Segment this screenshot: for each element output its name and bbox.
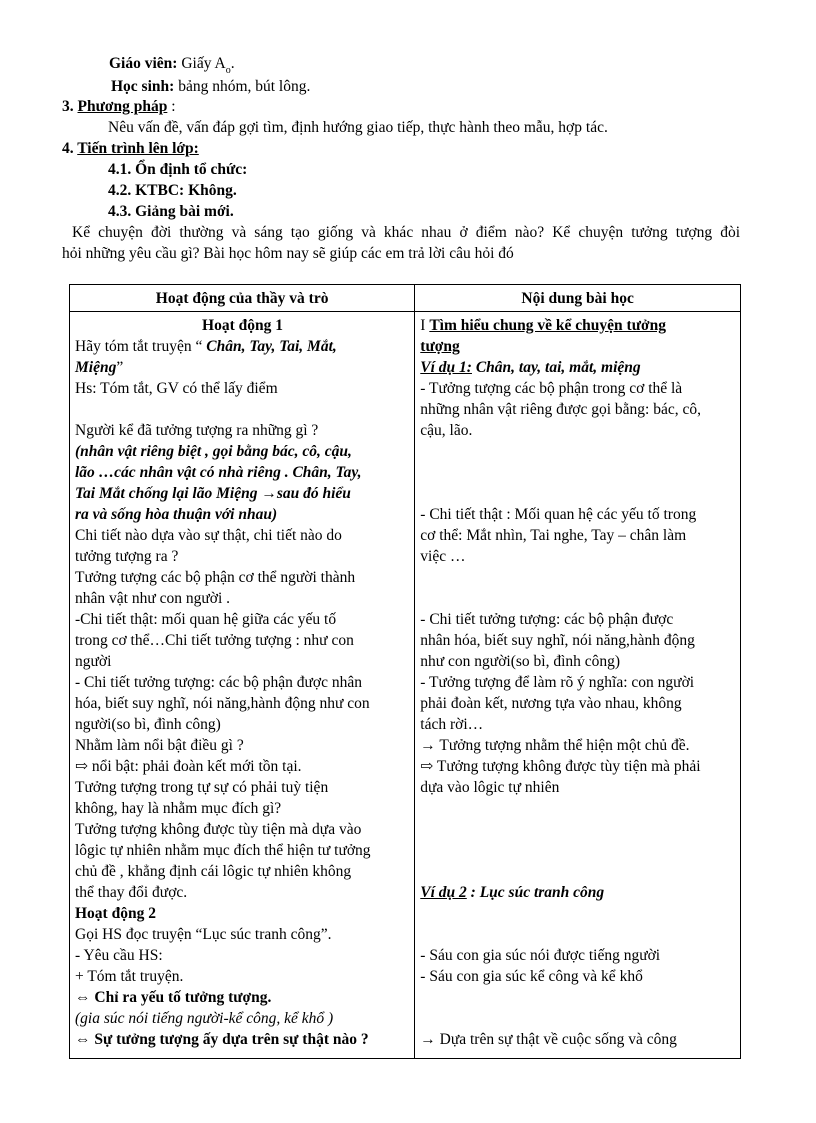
content-2-line-2: cơ thể: Mắt nhìn, Tai nghe, Tay – chân làm	[420, 527, 687, 544]
lesson-table	[69, 284, 741, 1059]
content-3-line-3: như con người(so bì, đình công)	[420, 653, 621, 670]
activity-column	[70, 312, 415, 1059]
answer-3-line-5: hóa, biết suy nghĩ, nói năng,hành động như con	[75, 695, 370, 712]
student-materials: Học sinh: bảng nhóm, bút lông.	[111, 78, 311, 95]
question-3-line-3: Tưởng tượng các bộ phận cơ thể người thành	[75, 569, 356, 586]
content-3-line-2: nhân hóa, biết suy nghĩ, nói năng,hành động	[420, 632, 695, 649]
question-2: Người kể đã tưởng tượng ra những gì ?	[75, 422, 319, 439]
section-4-2: 4.2. KTBC: Không.	[108, 182, 237, 199]
answer-5-line-3: chủ đề , khẳng định cái lôgic tự nhiên không	[75, 863, 352, 880]
header-lesson-content: Nội dung bài học	[415, 285, 741, 312]
content-4-line-1: - Tưởng tượng để làm rõ ý nghĩa: con người	[420, 674, 695, 691]
answer-4: ⇨ nổi bật: phải đoàn kết mới tồn tại.	[75, 758, 302, 775]
question-5-line-2: không, hay là nhằm mục đích gì?	[75, 800, 282, 817]
content-3-line-1: - Chi tiết tưởng tượng: các bộ phận được	[420, 611, 674, 628]
activity-1-student-note: Hs: Tóm tắt, GV có thể lấy điểm	[75, 380, 278, 397]
section-4-3: 4.3. Giảng bài mới.	[108, 203, 234, 220]
content-7-line-2: - Sáu con gia súc kể công và kể khổ	[420, 968, 643, 985]
answer-2-line-3: Tai Mắt chống lại lão Miệng →sau đó hiểu	[75, 485, 351, 502]
activity-1-question-1: Hãy tóm tắt truyện “ Chân, Tay, Tai, Mắt,	[75, 338, 337, 355]
answer-3-line-2: trong cơ thể…Chi tiết tưởng tượng : như con	[75, 632, 354, 649]
question-3-line-4: nhân vật như con người .	[75, 590, 230, 607]
content-7-line-1: - Sáu con gia súc nói được tiếng người	[420, 947, 661, 964]
activity-1-title: Hoạt động 1	[202, 317, 283, 334]
content-1-line-1: - Tưởng tượng các bộ phận trong cơ thể là	[420, 380, 683, 397]
header-teacher-student-activity: Hoạt động của thầy và trò	[70, 285, 415, 312]
content-1-line-2: những nhân vật riêng được gọi bằng: bác, cô,	[420, 401, 701, 418]
answer-3-line-4: - Chi tiết tưởng tượng: các bộ phận được nhân	[75, 674, 362, 691]
content-1-line-3: cậu, lão.	[420, 422, 473, 439]
answer-3-line-6: người(so bì, đình công)	[75, 716, 221, 733]
answer-2-line-2: lão …các nhân vật có nhà riêng . Chân, Tay,	[75, 464, 362, 481]
activity-2-title: Hoạt động 2	[75, 905, 156, 922]
section-1-title-cont: tượng	[420, 338, 460, 355]
answer-3-line-1: -Chi tiết thật: mối quan hệ giữa các yếu tố	[75, 611, 337, 628]
activity-2-line-2: - Yêu cầu HS:	[75, 947, 163, 964]
answer-5-line-2: lôgic tự nhiên nhằm mục đích thể hiện tư tưởng	[75, 842, 371, 859]
activity-2-line-5: (gia súc nói tiếng người-kể công, kể khổ )	[75, 1010, 334, 1027]
content-2-line-3: việc …	[420, 548, 466, 565]
intro-paragraph-line-1: Kể chuyện đời thường và sáng tạo giống và khác nhau ở điểm nào? Kể chuyện tưởng tượng đòi	[72, 224, 740, 241]
question-3-line-2: tưởng tượng ra ?	[75, 548, 179, 565]
content-4-line-3: tách rời…	[420, 716, 484, 733]
answer-5-line-4: thể thay đổi được.	[75, 884, 188, 901]
content-6-line-2: dựa vào lôgic tự nhiên	[420, 779, 560, 796]
answer-3-line-3: người	[75, 653, 112, 670]
example-2-title: Ví dụ 2 : Lục súc tranh công	[420, 884, 605, 901]
content-2-line-1: - Chi tiết thật : Mối quan hệ các yếu tố trong	[420, 506, 697, 523]
section-4-1: 4.1. Ổn định tổ chức:	[108, 161, 248, 178]
activity-2-line-6: ⇔ Sự tưởng tượng ấy dựa trên sự thật nào ?	[75, 1031, 369, 1048]
example-1-title: Ví dụ 1: Chân, tay, tai, mắt, miệng	[420, 359, 641, 376]
section-3-heading: 3. Phương pháp :	[62, 98, 176, 115]
arrow-right-icon: →	[261, 485, 277, 502]
teacher-materials: Giáo viên: Giấy $A_o$.	[109, 55, 235, 76]
answer-5-line-1: Tưởng tượng không được tùy tiện mà dựa vào	[75, 821, 362, 838]
content-column	[415, 312, 741, 1059]
activity-1-question-1-cont: Miệng”	[75, 359, 124, 376]
table-header-row	[70, 285, 741, 312]
section-4-heading: 4. Tiến trình lên lớp:	[62, 140, 199, 157]
answer-2-line-4: ra và sống hòa thuận với nhau)	[75, 506, 278, 523]
section-1-title: I Tìm hiểu chung về kể chuyện tưởng	[420, 317, 666, 334]
content-8: → Dựa trên sự thật về cuộc sống và công	[420, 1031, 677, 1048]
question-4: Nhằm làm nổi bật điều gì ?	[75, 737, 244, 754]
intro-paragraph-line-2: hỏi những yêu cầu gì? Bài học hôm nay sẽ giúp các em trả lời câu hỏi đó	[62, 245, 514, 262]
content-5: → Tưởng tượng nhằm thể hiện một chủ đề.	[420, 737, 690, 754]
question-3-line-1: Chi tiết nào dựa vào sự thật, chi tiết nào do	[75, 527, 342, 544]
table-body-row	[70, 312, 741, 1059]
activity-2-line-1: Gọi HS đọc truyện “Lục súc tranh công”.	[75, 926, 332, 943]
activity-2-line-3: + Tóm tắt truyện.	[75, 968, 184, 985]
content-6-line-1: ⇨ Tưởng tượng không được tùy tiện mà phải	[420, 758, 701, 775]
question-5-line-1: Tưởng tượng trong tự sự có phải tuỳ tiện	[75, 779, 329, 796]
section-3-body: Nêu vấn đề, vấn đáp gợi tìm, định hướng giao tiếp, thực hành theo mẫu, hợp tác.	[108, 119, 608, 136]
answer-2-line-1: (nhân vật riêng biệt , gọi bằng bác, cô, cậu,	[75, 443, 352, 460]
content-4-line-2: phải đoàn kết, nương tựa vào nhau, không	[420, 695, 682, 712]
activity-2-line-4: ⇔ Chỉ ra yếu tố tưởng tượng.	[75, 989, 272, 1006]
